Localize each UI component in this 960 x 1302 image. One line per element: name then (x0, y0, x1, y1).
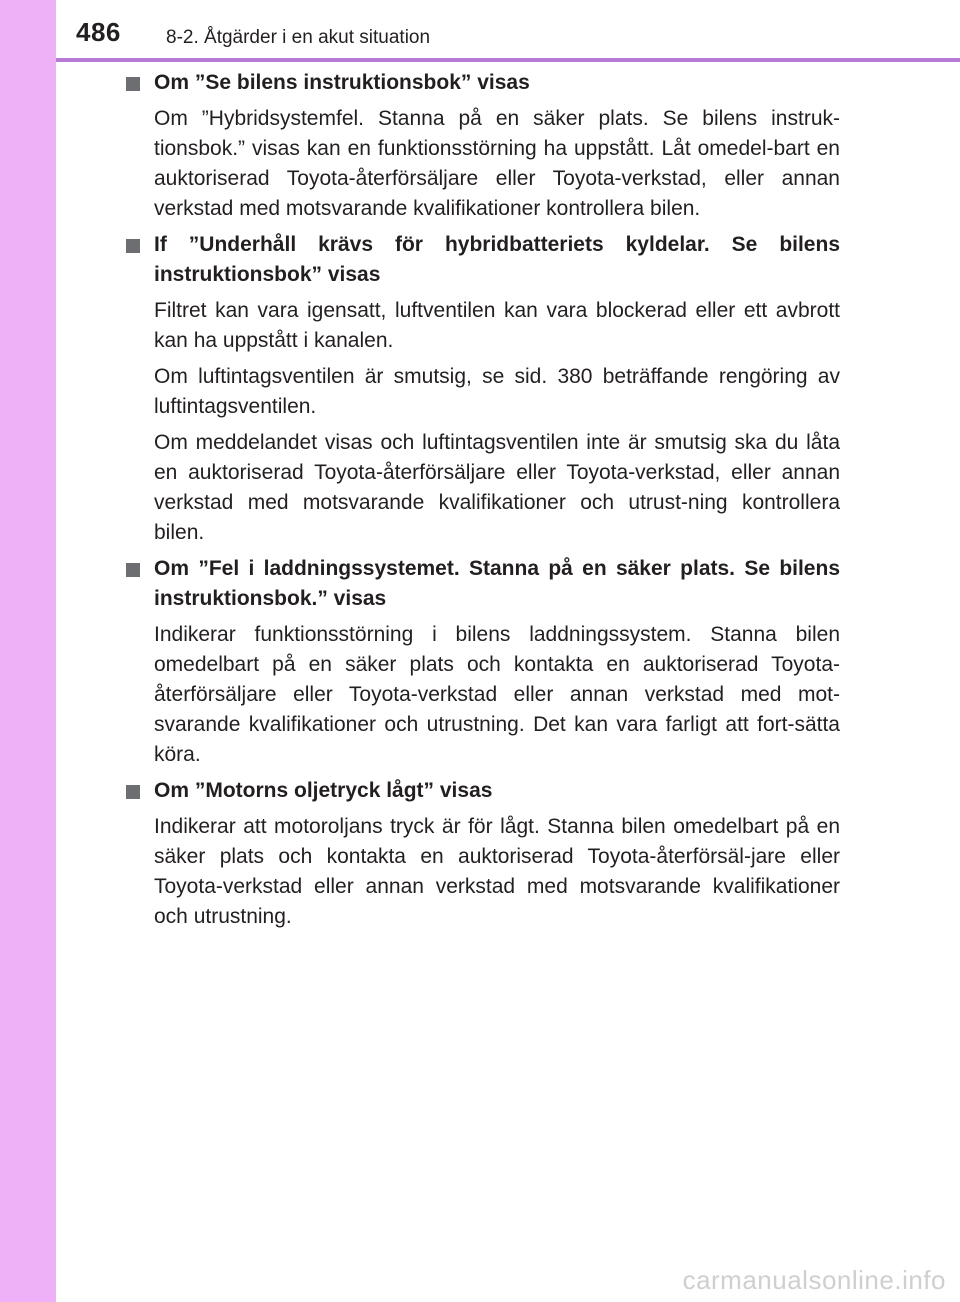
square-bullet-icon (126, 239, 140, 253)
body-paragraph: Indikerar att motoroljans tryck är för lågt. Stanna bilen omedelbart på en säker plats och kontakta en auktoriserad Toyota-återförsäl-jare eller Toyota-verkstad eller annan verkstad med motsvarande kvalifikationer och utrustning. (154, 815, 840, 928)
header-divider (56, 58, 960, 62)
heading-text: If ”Underhåll krävs för hybridbatteriets kyldelar. Se bilens instruktionsbok” visas (154, 233, 840, 286)
section-heading (126, 554, 840, 614)
section-title: 8-2. Åtgärder i en akut situation (166, 27, 431, 48)
square-bullet-icon (126, 785, 140, 799)
page-header (0, 0, 960, 58)
chapter-side-band (0, 0, 56, 1302)
heading-text: Om ”Fel i laddningssystemet. Stanna på en säker plats. Se bilens instruktionsbok.” visas (154, 557, 840, 610)
watermark: carmanualsonline.info (682, 1265, 946, 1295)
square-bullet-icon (126, 77, 140, 91)
heading-text: Om ”Se bilens instruktionsbok” visas (154, 71, 530, 94)
section-heading (126, 68, 840, 98)
heading-text: Om ”Motorns oljetryck lågt” visas (154, 779, 493, 802)
body-paragraph: Indikerar funktionsstörning i bilens laddningssystem. Stanna bilen omedelbart på en säker plats och kontakta en auktoriserad Toyota-återförsäljare eller Toyota-verkstad eller annan verkstad med mot-svarande kvalifikationer och utrustning. Det kan vara farligt att fort-sätta köra. (154, 623, 840, 766)
square-bullet-icon (126, 563, 140, 577)
page-number: 486 (76, 17, 121, 47)
section-heading (126, 230, 840, 290)
body-paragraph: Om meddelandet visas och luftintagsventilen inte är smutsig ska du låta en auktoriserad Toyota-återförsäljare eller Toyota-verkstad, eller annan verkstad med motsvarande kvalifikationer och utrust-ning kontrollera bilen. (154, 431, 840, 544)
section-heading (126, 776, 840, 806)
body-paragraph: Filtret kan vara igensatt, luftventilen kan vara blockerad eller ett avbrott kan ha uppstått i kanalen. (154, 299, 840, 352)
body-paragraph: Om luftintagsventilen är smutsig, se sid. 380 beträffande rengöring av luftintagsventilen. (154, 365, 840, 418)
body-paragraph: Om ”Hybridsystemfel. Stanna på en säker plats. Se bilens instruk-tionsbok.” visas kan en funktionsstörning ha uppstått. Låt omedel-bart en auktoriserad Toyota-återförsäljare eller Toyota-verkstad, eller annan verkstad med motsvarande kvalifikationer kontrollera bilen. (154, 107, 840, 220)
chapter-tab (0, 0, 56, 58)
page-content (126, 68, 840, 938)
